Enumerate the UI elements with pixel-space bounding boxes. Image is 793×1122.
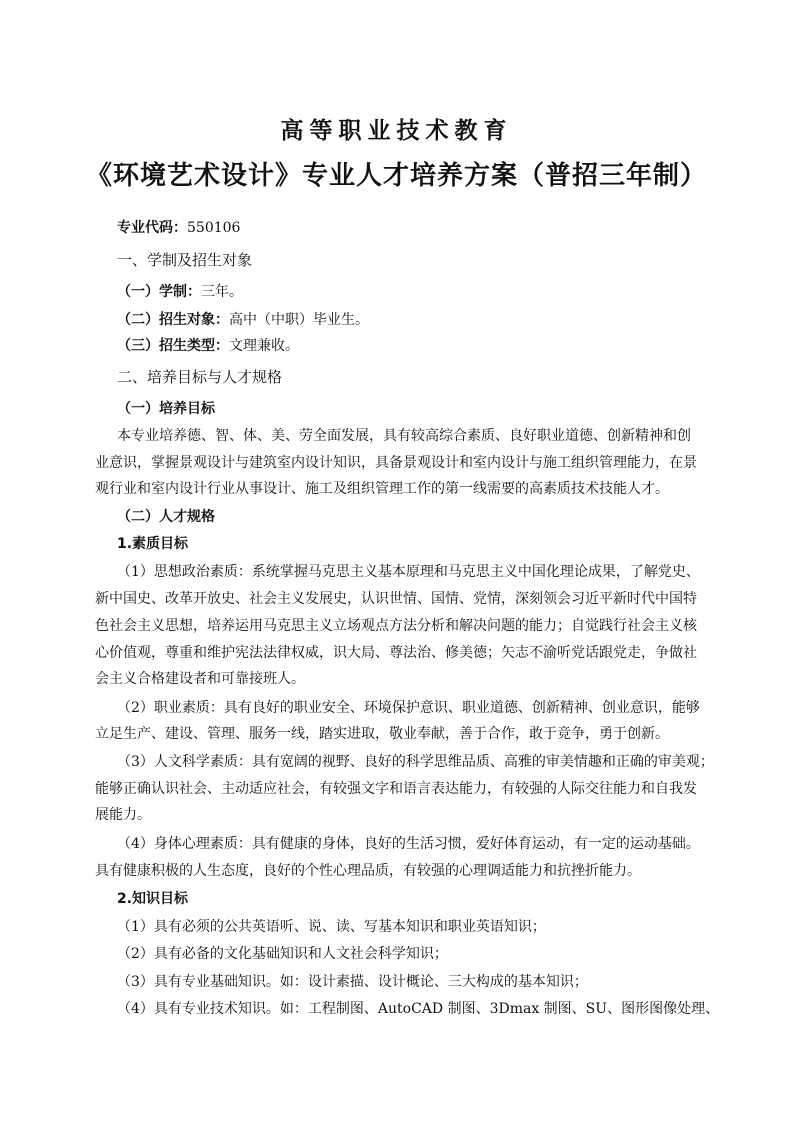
quality-line: 色社会主义思想，培养运用马克思主义立场观点方法分析和解决问题的能力；自觉践行社会主义核 [95, 618, 697, 634]
sub-heading-goal: （一）培养目标 [117, 401, 215, 417]
knowledge-line: （1）具有必须的公共英语听、说、读、写基本知识和职业英语知识； [117, 919, 546, 935]
quality-line: 心价值观，尊重和维护宪法法律权威，识大局、尊法治、修美德；矢志不渝听党话跟党走，争做社 [95, 645, 697, 661]
section2-heading: 二、培养目标与人才规格 [117, 368, 283, 386]
quality-line: （1）思想政治素质：系统掌握马克思主义基本原理和马克思主义中国化理论成果，了解党史、 [117, 564, 700, 580]
item-value: 文理兼收。 [229, 338, 299, 354]
item-target [117, 310, 369, 330]
goal-line: 本专业培养德、智、体、美、劳全面发展，具有较高综合素质、良好职业道德、创新精神和创 [117, 428, 691, 444]
quality-line: （4）身体心理素质：具有健康的身体，良好的生活习惯，爱好体育运动，有一定的运动基础。 [117, 836, 700, 852]
quality-line: 会主义合格建设者和可靠接班人。 [95, 671, 305, 687]
major-code [117, 218, 240, 238]
knowledge-line: （2）具有必备的文化基础知识和人文社会科学知识； [117, 946, 448, 962]
quality-heading: 1.素质目标 [117, 536, 189, 552]
quality-line: 新中国史、改革开放史、社会主义发展史，认识世情、国情、党情，深刻领会习近平新时代中国特 [95, 591, 697, 607]
knowledge-line: （3）具有专业基础知识。如：设计素描、设计概论、三大构成的基本知识； [117, 974, 588, 990]
item-label: （二）招生对象： [117, 312, 229, 328]
section1-heading: 一、学制及招生对象 [117, 251, 253, 269]
goal-line: 业意识，掌握景观设计与建筑室内设计知识，具备景观设计和室内设计与施工组织管理能力，在景 [95, 455, 697, 471]
quality-line: 能够正确认识社会、主动适应社会，有较强文字和语言表达能力，有较强的人际交往能力和自我发 [95, 781, 697, 797]
item-duration [117, 282, 243, 302]
doc-title-line1: 高等职业技术教育 [280, 118, 513, 144]
quality-line: （2）职业素质：具有良好的职业安全、环境保护意识、职业道德、创新精神、创业意识，能够 [117, 700, 700, 716]
sub-heading-spec: （二）人才规格 [117, 509, 215, 525]
doc-title-line2: 《环境艺术设计》专业人才培养方案（普招三年制） [85, 161, 707, 191]
item-label: （三）招生类型： [117, 338, 229, 354]
quality-line: 立足生产、建设、管理、服务一线，踏实进取，敬业奉献，善于合作，敢于竞争，勇于创新。 [95, 726, 669, 742]
knowledge-heading: 2.知识目标 [117, 891, 189, 907]
item-value: 三年。 [201, 284, 243, 300]
knowledge-line: （4）具有专业技术知识。如：工程制图、AutoCAD 制图、3Dmax 制图、SU、图形图像处理、 [117, 1001, 720, 1017]
item-label: （一）学制： [117, 284, 201, 300]
major-code-value: 550106 [187, 220, 241, 236]
quality-line: 具有健康积极的人生态度，良好的个性心理品质，有较强的心理调适能力和抗挫折能力。 [95, 863, 641, 879]
item-type [117, 336, 299, 356]
quality-line: （3）人文科学素质：具有宽阔的视野、良好的科学思维品质、高雅的审美情趣和正确的审美观； [117, 754, 714, 770]
quality-line: 展能力。 [95, 807, 151, 823]
major-code-label: 专业代码： [117, 220, 187, 236]
item-value: 高中（中职）毕业生。 [229, 312, 369, 328]
goal-line: 观行业和室内设计行业从事设计、施工及组织管理工作的第一线需要的高素质技术技能人才。 [95, 481, 669, 497]
